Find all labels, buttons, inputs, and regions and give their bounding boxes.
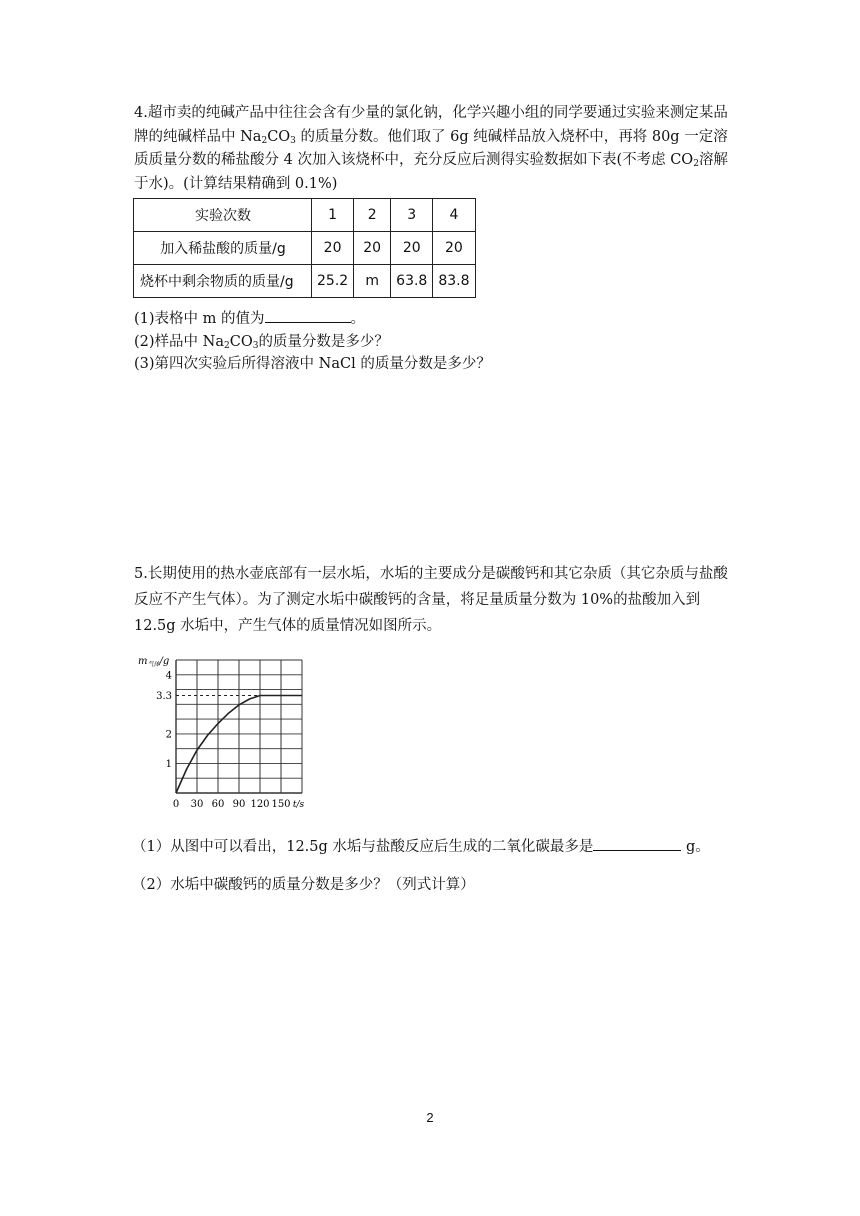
x-tick-label: 30 [190,799,204,810]
table-cell: m [354,265,391,298]
table-row [134,232,476,265]
question-5-subquestions [132,836,772,897]
x-tick-label: 0 [172,799,180,810]
table-row [134,199,476,232]
table-cell: 4 [433,199,475,232]
x-tick-label: 60 [211,799,225,810]
question-5-stem: 5.长期使用的热水壶底部有一层水垢，水垢的主要成分是碳酸钙和其它杂质（其它杂质与盐酸反应不产生气体）。为了测定水垢中碳酸钙的含量，将足量质量分数为 10%的盐酸加入到 12.5g 水垢中，产生气体的质量情况如图所示。 [134,566,728,634]
table-cell: 20 [354,232,391,265]
table-cell: 1 [312,199,354,232]
table-cell: 20 [433,232,475,265]
y-tick-label: 4 [165,670,172,682]
table-cell: 63.8 [391,265,433,298]
table-cell: 25.2 [312,265,354,298]
data-table [133,198,476,298]
y-tick-label: 2 [165,729,172,741]
x-tick-label: 90 [232,799,246,810]
table-row-label: 加入稀盐酸的质量/g [134,232,312,265]
table-cell: 3 [391,199,433,232]
chart-grid [176,660,302,793]
x-axis-label: t/s [292,800,305,810]
answer-blank[interactable] [265,308,351,323]
table-cell: 2 [354,199,391,232]
table-row [134,265,476,298]
table-row-label: 烧杯中剩余物质的质量/g [134,265,312,298]
question-5 [134,561,730,639]
table-cell: 20 [391,232,433,265]
table-header-label: 实验次数 [134,199,312,232]
gas-mass-chart [134,652,314,812]
page-number: 2 [426,1110,434,1125]
y-tick-label: 1 [165,758,172,770]
y-tick-labels [156,670,172,770]
y-tick-label: 3.3 [156,690,172,702]
x-tick-label: 150 [271,799,291,810]
subquestion-3: (3)第四次实验后所得溶液中 NaCl 的质量分数是多少？ [134,356,491,372]
table-cell: 20 [312,232,354,265]
subquestion-2: （2）水垢中碳酸钙的质量分数是多少？（列式计算） [132,876,475,893]
answer-blank[interactable] [593,836,681,851]
x-tick-label: 120 [250,799,270,810]
question-4-stem: 4.超市卖的纯碱产品中往往会含有少量的氯化钠，化学兴趣小组的同学要通过实验来测定某品牌的纯碱样品中 $Na_2CO_3$ 的质量分数。他们取了 6g 纯碱样品放入烧杯中，再将 80g 一定溶质质量分数的稀盐酸分 4 次加入该烧杯中，充分反应后测得实验数据如下表(不考虑 $CO_2$溶解于水)。(计算结果精确到 0.1%) [134,105,728,192]
question-4-subquestions [134,308,734,376]
table-cell: 83.8 [433,265,475,298]
subquestion-1: (1)表格中 m 的值为 。 [134,308,734,331]
y-axis-label: $m_{气体}/g$ [138,656,170,668]
x-tick-labels [173,799,305,810]
subquestion-1: （1）从图中可以看出，12.5g 水垢与盐酸反应后生成的二氧化碳最多是 g。 [132,836,772,860]
subquestion-2: (2)样品中 $Na_2CO_3$的质量分数是多少？ [134,333,389,351]
question-4 [134,102,730,196]
